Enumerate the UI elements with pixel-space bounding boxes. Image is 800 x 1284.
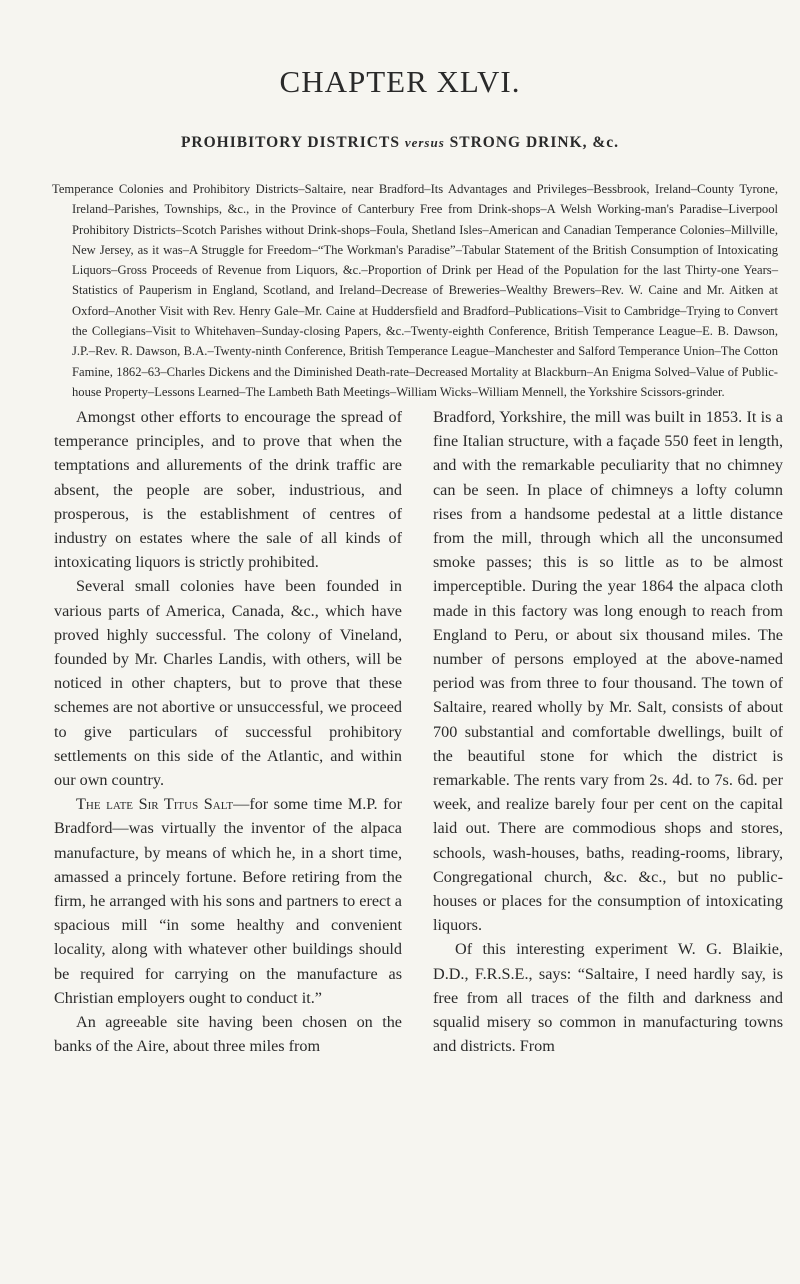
left-column [54,405,402,1058]
subtitle-part-1: PROHIBITORY DISTRICTS [180,134,400,151]
paragraph: Several small colonies have been founded in various parts of America, Canada, &c., which have proved highly successful. The colony of Vineland, founded by Mr. Charles Landis, with others, will be noticed in other chapters, but to prove that these schemes are not abortive or unsuccessful, we proceed to give particulars of successful prohibitory settlements on this side of the Atlantic, and within our own country. [54,577,402,790]
subtitle-part-2: STRONG DRINK, &c. [449,134,620,151]
paragraph: An agreeable site having been chosen on the banks of the Aire, about three miles from [54,1013,402,1056]
paragraph: Of this interesting experiment W. G. Blaikie, D.D., F.R.S.E., says: “Saltaire, I need hardly say, is free from all traces of the filth and darkness and squalid misery so common in manufacturing towns and districts. From [433,940,783,1056]
paragraph-text: —for some time M.P. for Bradford—was virtually the inventor of the alpaca manufacture, by means of which he, in a short time, amassed a princely fortune. Before retiring from the firm, he arranged with his sons and partners to erect a spacious mill “in some healthy and convenient locality, along with whatever other buildings should be required for carrying on the manufacture as Christian employers ought to conduct it.” [54,795,402,1007]
subtitle-versus: versus [404,135,445,150]
paragraph [54,792,402,1010]
right-column [433,405,783,1058]
person-name: The late Sir Titus Salt [76,795,234,814]
paragraph: Bradford, Yorkshire, the mill was built in 1853. It is a fine Italian structure, with a façade 550 feet in length, and with the remarkable peculiarity that no chimney can be seen. In place of chimneys a lofty column rises from a handsome pedestal at a little distance from the mill, through which all the unconsumed smoke passes; this is so little as to be almost imperceptible. During the year 1864 the alpaca cloth made in this factory was long enough to reach from England to Peru, or about six thousand miles. The number of persons employed at the above-named period was from three to four thousand. The town of Saltaire, reared wholly by Mr. Salt, consists of about 700 substantial and comfortable dwellings, built of the beautiful stone for which the district is remarkable. The rents vary from 2s. 4d. to 7s. 6d. per week, and realize barely four per cent on the capital laid out. There are commodious shops and stores, schools, wash-houses, baths, reading-rooms, library, Congregational church, &c. &c., but no public-houses or places for the consumption of intoxicating liquors. [433,408,783,935]
paragraph: Amongst other efforts to encourage the spread of temperance principles, and to prove that when the temptations and allurements of the drink traffic are absent, the people are sober, industrious, and prosperous, is the establishment of centres of industry on estates where the sale of all kinds of intoxicating liquors is strictly prohibited. [54,408,402,572]
chapter-subtitle [0,134,800,152]
chapter-heading: CHAPTER XLVI. [279,64,521,99]
chapter-synopsis: Temperance Colonies and Prohibitory Districts–Saltaire, near Bradford–Its Advantages and Privileges–Bessbrook, Ireland–County Tyrone, Ireland–Parishes, Townships, &c., in the Province of Canterbury Free from Drink-shops–A Welsh Working-man's Paradise–Liverpool Prohibitory Districts–Scotch Parishes without Drink-shops–Foula, Shetland Isles–American and Canadian Temperance Colonies–Millville, New Jersey, as it was–A Struggle for Freedom–“The Workman's Paradise”–Tabular Statement of the British Consumption of Intoxicating Liquors–Gross Proceeds of Revenue from Liquors, &c.–Proportion of Drink per Head of the Population for the last Thirty-one Years–Statistics of Pauperism in England, Scotland, and Ireland–Decrease of Breweries–Wealthy Brewers–Rev. W. Caine and Mr. Aitken at Oxford–Another Visit with Rev. Henry Gale–Mr. Caine at Huddersfield and Bradford–Publications–Visit to Cambridge–Trying to Convert the Collegians–Visit to Whitehaven–Sunday-closing Papers, &c.–Twenty-eighth Conference, British Temperance League–E. B. Dawson, J.P.–Rev. R. Dawson, B.A.–Twenty-ninth Conference, British Temperance League–Manchester and Salford Temperance Union–The Cotton Famine, 1862–63–Charles Dickens and the Diminished Death-rate–Decreased Mortality at Blackburn–An Enigma Solved–Value of Public-house Property–Lessons Learned–The Lambeth Bath Meetings–William Wicks–William Mennell, the Yorkshire Scissors-grinder. [52,182,778,399]
